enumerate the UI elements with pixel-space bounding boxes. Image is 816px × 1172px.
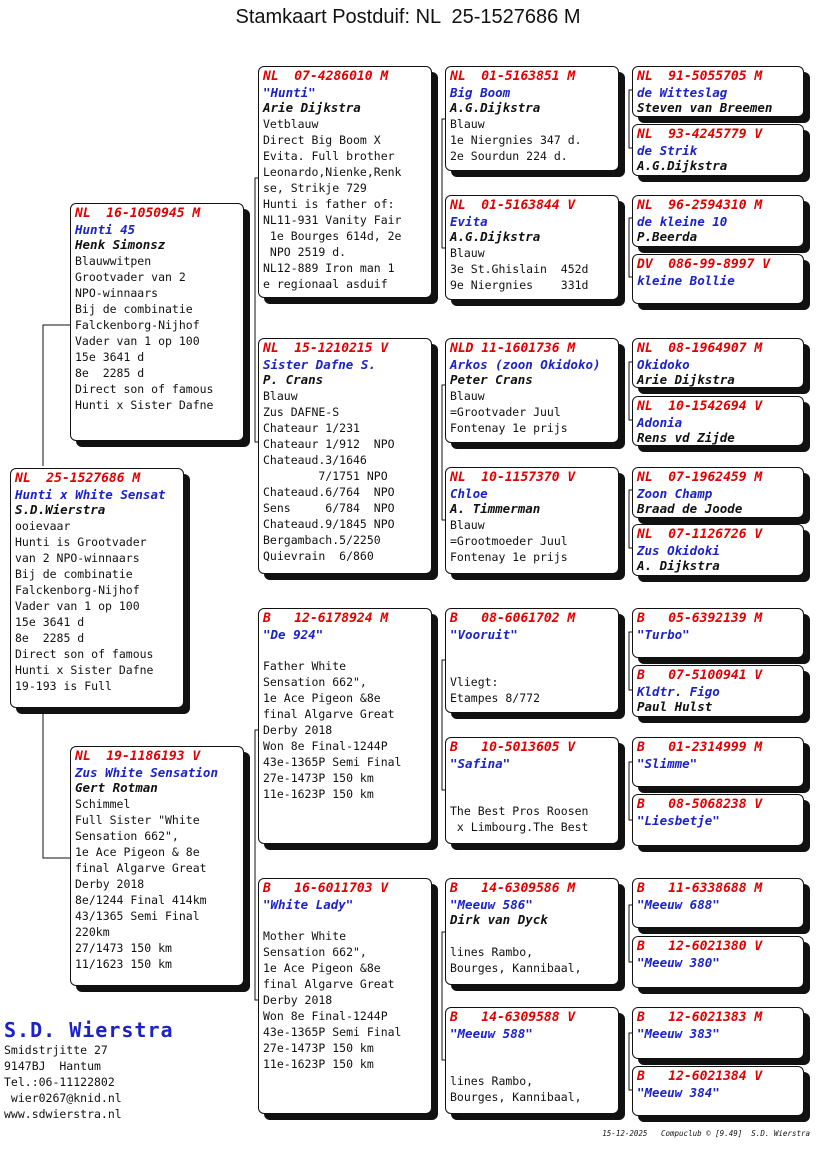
- mfm-card[interactable]: [445, 737, 619, 844]
- mother-name: Zus White Sensation: [75, 765, 218, 780]
- mm-ring: B 16-6011703 V: [263, 881, 389, 896]
- mmm-ring: B 14-6309588 V: [450, 1010, 576, 1025]
- fmm-card[interactable]: [445, 467, 619, 574]
- ggp-card-12[interactable]: [632, 794, 804, 846]
- mfm-ring: B 10-5013605 V: [450, 740, 576, 755]
- ggp-card-10[interactable]: [632, 665, 804, 717]
- breeder-info: [4, 1018, 174, 1122]
- g1-ring: NL 91-5055705 M: [637, 69, 763, 84]
- g7-name: Zoon Champ: [637, 486, 713, 501]
- granddam-paternal-card[interactable]: [258, 338, 432, 574]
- g3-owner: P.Beerda: [637, 229, 698, 244]
- mmm-card[interactable]: [445, 1007, 619, 1114]
- g14-name: "Meeuw 380": [637, 955, 720, 970]
- mm-name: "White Lady": [263, 897, 354, 912]
- fmf-name: Arkos (zoon Okidoko): [450, 357, 601, 372]
- fm-info: Blauw Zus DAFNE-S Chateaur 1/231 Chateaur 1/912 NPO Chateaud.3/1646 7/1751 NPO Chateaud.6/764 NPO Sens 6/784 NPO Chateaud.9/1845 NPO Bergambach.5/2250 Quievrain 6/860: [263, 389, 395, 563]
- g1-owner: Steven van Breemen: [637, 100, 773, 115]
- ffm-info: Blauw 3e St.Ghislain 452d 9e Niergnies 331d: [450, 246, 589, 292]
- breeder-phone: Tel.:06-11122802: [4, 1075, 115, 1089]
- mf-info: Father White Sensation 662", 1e Ace Pigeon &8e final Algarve Great Derby 2018 Won 8e Final-1244P 43e-1365P Semi Final 27e-1473P 150 km 11e-1623P 150 km: [263, 659, 402, 801]
- granddam-maternal-card[interactable]: [258, 878, 432, 1114]
- g12-ring: B 08-5068238 V: [637, 797, 763, 812]
- mother-owner: Gert Rotman: [75, 780, 158, 795]
- ggp-card-5[interactable]: [632, 338, 804, 388]
- mother-card[interactable]: [70, 746, 244, 986]
- fm-ring: NL 15-1210215 V: [263, 341, 389, 356]
- fff-name: Big Boom: [450, 85, 511, 100]
- mmm-info: lines Rambo, Bourges, Kannibaal,: [450, 1074, 582, 1104]
- mfm-info: The Best Pros Roosen x Limbourg.The Best: [450, 804, 589, 834]
- father-owner: Henk Simonsz: [75, 237, 166, 252]
- ggp-card-3[interactable]: [632, 195, 804, 247]
- g11-ring: B 01-2314999 M: [637, 740, 763, 755]
- fmf-ring: NLD 11-1601736 M: [450, 341, 576, 356]
- g4-ring: DV 086-99-8997 V: [637, 257, 771, 272]
- breeder-address: Smidstrjitte 27: [4, 1043, 108, 1057]
- g3-ring: NL 96-2594310 M: [637, 198, 763, 213]
- g9-name: "Turbo": [637, 627, 690, 642]
- fff-ring: NL 01-5163851 M: [450, 69, 576, 84]
- mf-ring: B 12-6178924 M: [263, 611, 389, 626]
- g6-ring: NL 10-1542694 V: [637, 399, 763, 414]
- mmf-info: lines Rambo, Bourges, Kannibaal,: [450, 945, 582, 975]
- mmf-ring: B 14-6309586 M: [450, 881, 576, 896]
- mother-info: Schimmel Full Sister "White Sensation 662", 1e Ace Pigeon & 8e final Algarve Great Derby 2018 8e/1244 Final 414km 43/1365 Semi Final 220km 27/1473 150 km 11/1623 150 km: [75, 797, 207, 971]
- subject-owner: S.D.Wierstra: [15, 502, 106, 517]
- mm-info: Mother White Sensation 662", 1e Ace Pigeon &8e final Algarve Great Derby 2018 Won 8e Final-1244P 43e-1365P Semi Final 27e-1473P 150 km 11e-1623P 150 km: [263, 929, 402, 1071]
- g4-name: kleine Bollie: [637, 273, 735, 288]
- g6-owner: Rens vd Zijde: [637, 430, 735, 445]
- g14-ring: B 12-6021380 V: [637, 939, 763, 954]
- breeder-city: 9147BJ Hantum: [4, 1059, 101, 1073]
- g7-ring: NL 07-1962459 M: [637, 470, 763, 485]
- mmf-card[interactable]: [445, 878, 619, 985]
- fm-name: Sister Dafne S.: [263, 357, 376, 372]
- mff-info: Vliegt: Etampes 8/772: [450, 675, 541, 705]
- breeder-name: S.D. Wierstra: [4, 1018, 174, 1042]
- g13-name: "Meeuw 688": [637, 897, 720, 912]
- fmm-ring: NL 10-1157370 V: [450, 470, 576, 485]
- fmm-info: Blauw =Grootmoeder Juul Fontenay 1e prijs: [450, 518, 568, 564]
- g5-ring: NL 08-1964907 M: [637, 341, 763, 356]
- g13-ring: B 11-6338688 M: [637, 881, 763, 896]
- g15-ring: B 12-6021383 M: [637, 1010, 763, 1025]
- subject-name: Hunti x White Sensat: [15, 487, 166, 502]
- ff-owner: Arie Dijkstra: [263, 100, 361, 115]
- mmf-name: "Meeuw 586": [450, 897, 533, 912]
- ff-ring: NL 07-4286010 M: [263, 69, 389, 84]
- g15-name: "Meeuw 383": [637, 1026, 720, 1041]
- g8-owner: A. Dijkstra: [637, 558, 720, 573]
- g10-owner: Paul Hulst: [637, 699, 713, 714]
- fmf-info: Blauw =Grootvader Juul Fontenay 1e prijs: [450, 389, 568, 435]
- ggp-card-8[interactable]: [632, 524, 804, 576]
- mother-ring: NL 19-1186193 V: [75, 749, 201, 764]
- fff-info: Blauw 1e Niergnies 347 d. 2e Sourdun 224 d.: [450, 117, 582, 163]
- father-name: Hunti 45: [75, 222, 136, 237]
- ff-info: Vetblauw Direct Big Boom X Evita. Full brother Leonardo,Nienke,Renk se, Strikje 729 Hunti is father of: NL11-931 Vanity Fair 1e Bourges 614d, 2e NPO 2519 d. NL12-889 Iron man 1 e regionaal asduif: [263, 117, 402, 291]
- fmf-owner: Peter Crans: [450, 372, 533, 387]
- ffm-card[interactable]: [445, 195, 619, 300]
- ggp-card-15[interactable]: [632, 1007, 804, 1059]
- g2-ring: NL 93-4245779 V: [637, 127, 763, 142]
- fff-card[interactable]: [445, 66, 619, 171]
- ggp-card-2[interactable]: [632, 124, 804, 176]
- mmf-owner: Dirk van Dyck: [450, 912, 548, 927]
- mff-name: "Vooruit": [450, 627, 518, 642]
- ffm-name: Evita: [450, 214, 488, 229]
- father-ring: NL 16-1050945 M: [75, 206, 201, 221]
- g10-ring: B 07-5100941 V: [637, 668, 763, 683]
- ggp-card-11[interactable]: [632, 737, 804, 787]
- g10-name: Kldtr. Figo: [637, 684, 720, 699]
- g8-ring: NL 07-1126726 V: [637, 527, 763, 542]
- ggp-card-4[interactable]: [632, 254, 804, 304]
- footer-credit: 15-12-2025 Compuclub © [9.49] S.D. Wierstra: [602, 1129, 810, 1138]
- ggp-card-16[interactable]: [632, 1066, 804, 1116]
- subject-card[interactable]: [10, 468, 184, 708]
- mmm-name: "Meeuw 588": [450, 1026, 533, 1041]
- g12-name: "Liesbetje": [637, 813, 720, 828]
- mfm-name: "Safina": [450, 756, 511, 771]
- g5-name: Okidoko: [637, 357, 690, 372]
- subject-ring: NL 25-1527686 M: [15, 471, 141, 486]
- ffm-owner: A.G.Dijkstra: [450, 229, 541, 244]
- ff-name: "Hunti": [263, 85, 316, 100]
- subject-info: ooievaar Hunti is Grootvader van 2 NPO-winnaars Bij de combinatie Falckenborg-Nijhof Vader van 1 op 100 15e 3641 d 8e 2285 d Direct son of famous Hunti x Sister Dafne 19-193 is Full: [15, 519, 154, 693]
- mff-ring: B 08-6061702 M: [450, 611, 576, 626]
- g5-owner: Arie Dijkstra: [637, 372, 735, 387]
- fmf-card[interactable]: [445, 338, 619, 443]
- grandsire-paternal-card[interactable]: [258, 66, 432, 298]
- g11-name: "Slimme": [637, 756, 698, 771]
- fmm-owner: A. Timmerman: [450, 501, 541, 516]
- ggp-card-9[interactable]: [632, 608, 804, 658]
- g1-name: de Witteslag: [637, 85, 728, 100]
- mf-name: "De 924": [263, 627, 324, 642]
- father-info: Blauwwitpen Grootvader van 2 NPO-winnaars Bij de combinatie Falckenborg-Nijhof Vader van 1 op 100 15e 3641 d 8e 2285 d Direct son of famous Hunti x Sister Dafne: [75, 254, 214, 412]
- g3-name: de kleine 10: [637, 214, 728, 229]
- mff-card[interactable]: [445, 608, 619, 713]
- father-card[interactable]: [70, 203, 244, 441]
- ggp-card-6[interactable]: [632, 396, 804, 446]
- g6-name: Adonia: [637, 415, 683, 430]
- ggp-card-13[interactable]: [632, 878, 804, 928]
- ggp-card-7[interactable]: [632, 467, 804, 518]
- ggp-card-14[interactable]: [632, 936, 804, 988]
- fm-owner: P. Crans: [263, 372, 324, 387]
- g9-ring: B 05-6392139 M: [637, 611, 763, 626]
- breeder-website[interactable]: www.sdwierstra.nl: [4, 1107, 122, 1121]
- g7-owner: Braad de Joode: [637, 501, 743, 516]
- grandsire-maternal-card[interactable]: [258, 608, 432, 844]
- g2-name: de Strik: [637, 143, 698, 158]
- ggp-card-1[interactable]: [632, 66, 804, 117]
- page-title: Stamkaart Postduif: NL 25-1527686 M: [235, 6, 581, 28]
- g8-name: Zus Okidoki: [637, 543, 720, 558]
- g16-ring: B 12-6021384 V: [637, 1069, 763, 1084]
- g16-name: "Meeuw 384": [637, 1085, 720, 1100]
- g2-owner: A.G.Dijkstra: [637, 158, 728, 173]
- ffm-ring: NL 01-5163844 V: [450, 198, 576, 213]
- fff-owner: A.G.Dijkstra: [450, 100, 541, 115]
- breeder-email[interactable]: wier0267@knid.nl: [4, 1091, 122, 1105]
- fmm-name: Chloe: [450, 486, 488, 501]
